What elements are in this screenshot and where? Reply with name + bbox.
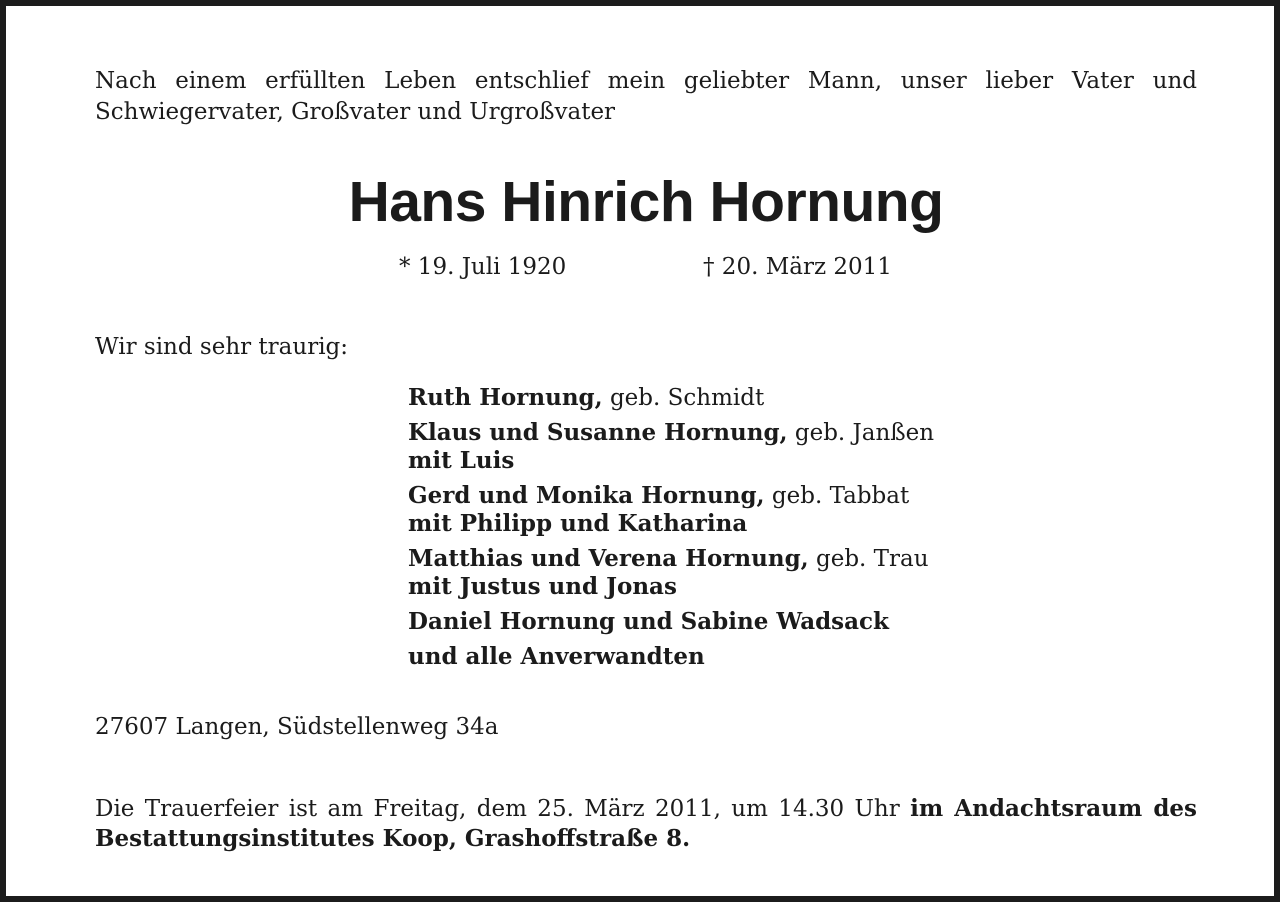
family-entry-name: Klaus und Susanne Hornung, bbox=[408, 419, 788, 446]
birth-date: * 19. Juli 1920 bbox=[399, 254, 567, 280]
address: 27607 Langen, Südstellenweg 34a bbox=[95, 714, 499, 740]
family-entry-children: mit Luis bbox=[408, 447, 515, 474]
intro-line-2: Schwiegervater, Großvater und Urgroßvater bbox=[95, 99, 616, 125]
family-entry-children: mit Justus und Jonas bbox=[408, 573, 677, 600]
family-entry-maiden: geb. Janßen bbox=[787, 420, 935, 446]
death-date: † 20. März 2011 bbox=[703, 254, 892, 280]
funeral-datetime: Die Trauerfeier ist am Freitag, dem 25. März 2011, um 14.30 Uhr bbox=[95, 796, 911, 822]
family-entry-children: mit Philipp und Katharina bbox=[408, 510, 748, 537]
family-entry bbox=[408, 384, 934, 412]
family-entry-name: Gerd und Monika Hornung, bbox=[408, 482, 765, 509]
family-entry bbox=[408, 419, 934, 475]
family-entry-maiden: geb. Trau bbox=[808, 546, 929, 572]
family-entry bbox=[408, 643, 934, 671]
family-entry-name: Ruth Hornung, bbox=[408, 384, 603, 411]
funeral-info bbox=[95, 794, 1197, 854]
family-entry-name: Matthias und Verena Hornung, bbox=[408, 545, 809, 572]
family-entry-name: und alle Anverwandten bbox=[408, 643, 705, 670]
deceased-name: Hans Hinrich Hornung bbox=[348, 170, 944, 234]
funeral-location-part-1: im Andachtsraum des bbox=[910, 795, 1197, 822]
funeral-line-1 bbox=[95, 794, 1197, 824]
family-entry-maiden: geb. Tabbat bbox=[764, 483, 910, 509]
intro-text bbox=[95, 66, 1197, 128]
mourning-line: Wir sind sehr traurig: bbox=[95, 334, 349, 360]
family-entry bbox=[408, 482, 934, 538]
family-entry bbox=[408, 545, 934, 601]
funeral-location-part-2: Bestattungsinstitutes Koop, Grashoffstraße 8. bbox=[95, 825, 691, 852]
intro-line-1: Nach einem erfüllten Leben entschlief mein geliebter Mann, unser lieber Vater und bbox=[95, 68, 1197, 94]
family-entry-maiden: geb. Schmidt bbox=[602, 385, 765, 411]
family-entry bbox=[408, 608, 934, 636]
family-list bbox=[408, 384, 934, 678]
family-entry-name: Daniel Hornung und Sabine Wadsack bbox=[408, 608, 889, 635]
